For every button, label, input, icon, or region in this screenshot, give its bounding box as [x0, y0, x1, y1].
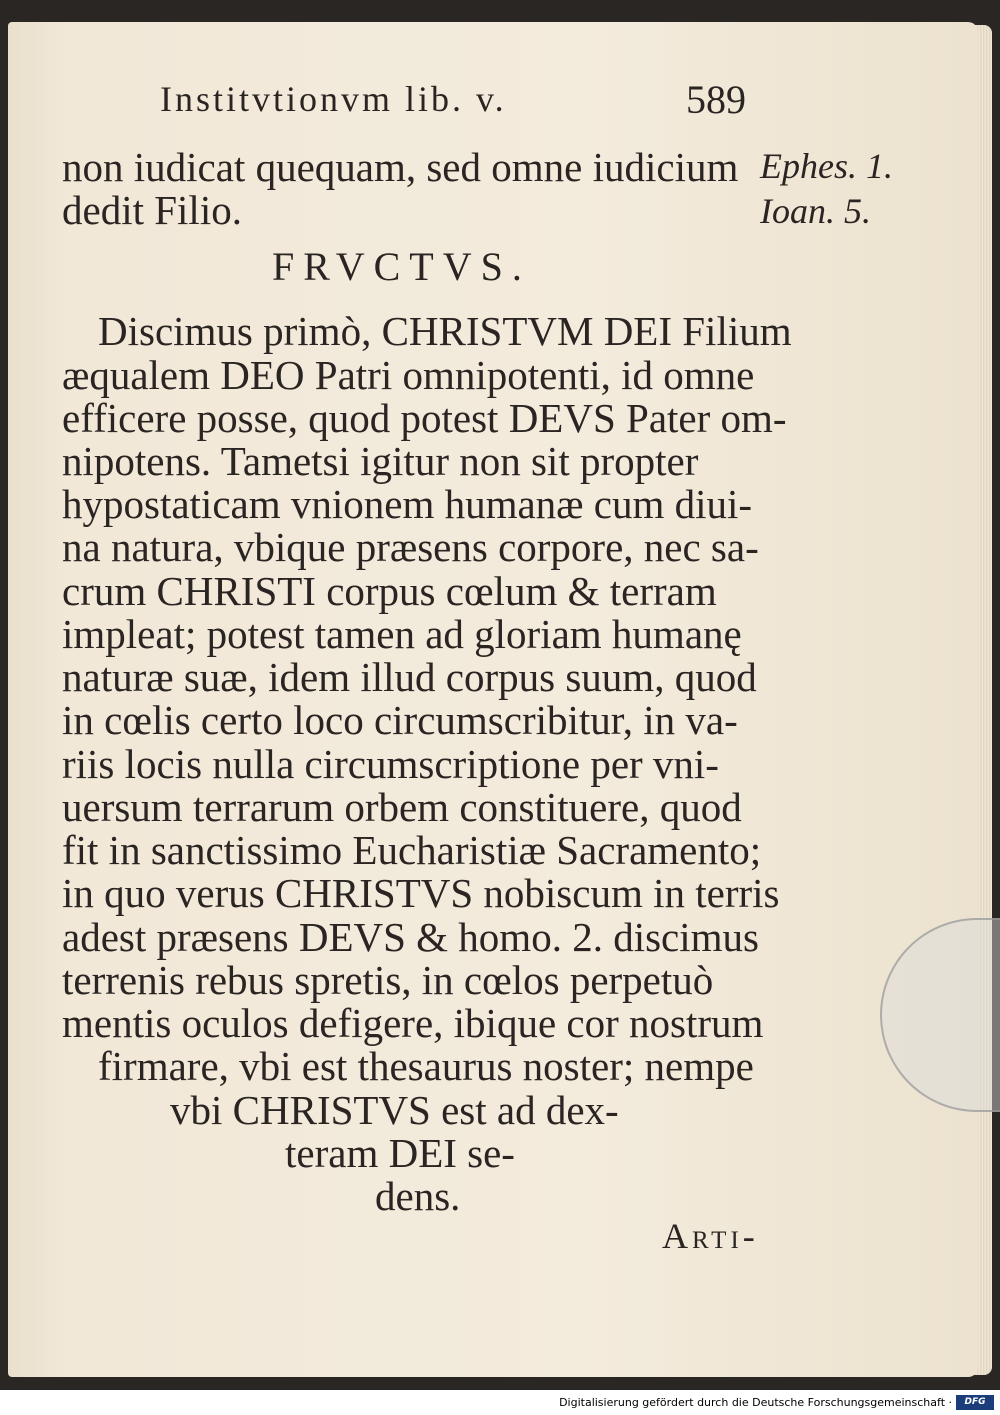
- text-line: fit in sanctissimo Eucharistiæ Sacramento;: [62, 827, 762, 873]
- text-line: na natura, vbique præsens corpore, nec sa-: [62, 524, 759, 570]
- text-line: in quo verus CHRISTVS nobiscum in terris: [62, 870, 780, 916]
- text-line: uersum terrarum orbem constituere, quod: [62, 784, 742, 830]
- text-line: Discimus primò, CHRISTVM DEI Filium: [98, 308, 792, 354]
- text-line: in cœlis certo loco circumscribitur, in va-: [62, 697, 738, 743]
- catchword: Arti-: [662, 1216, 759, 1256]
- text-line: dedit Filio.: [62, 187, 242, 233]
- section-heading: FRVCTVS.: [272, 244, 531, 289]
- footer-bar: [0, 1390, 1000, 1415]
- text-line: firmare, vbi est thesaurus noster; nempe: [98, 1043, 754, 1089]
- text-line: efficere posse, quod potest DEVS Pater om-: [62, 395, 787, 441]
- text-line: vbi CHRISTVS est ad dex-: [170, 1087, 619, 1133]
- running-header: Institvtionvm lib. v.: [160, 79, 507, 119]
- text-line: hypostaticam vnionem humanæ cum diui-: [62, 481, 753, 527]
- text-line: dens.: [375, 1173, 461, 1219]
- margin-note: Ephes. 1.: [760, 146, 893, 186]
- margin-note: Ioan. 5.: [760, 191, 871, 231]
- funding-credit: Digitalisierung gefördert durch die Deutsche Forschungsgemeinschaft ·: [559, 1396, 952, 1409]
- text-line: non iudicat quequam, sed omne iudicium: [62, 144, 739, 190]
- text-line: crum CHRISTI corpus cœlum & terram: [62, 568, 717, 614]
- text-line: adest præsens DEVS & homo. 2. discimus: [62, 914, 759, 960]
- text-line: nipotens. Tametsi igitur non sit propter: [62, 438, 699, 484]
- text-line: impleat; potest tamen ad gloriam humanę: [62, 611, 742, 657]
- text-line: teram DEI se-: [285, 1130, 515, 1176]
- dfg-logo: DFG: [956, 1395, 994, 1410]
- text-line: terrenis rebus spretis, in cœlos perpetuò: [62, 957, 714, 1003]
- text-line: riis locis nulla circumscriptione per vni-: [62, 741, 719, 787]
- text-line: æqualem DEO Patri omnipotenti, id omne: [62, 352, 755, 398]
- text-line: mentis oculos defigere, ibique cor nostrum: [62, 1000, 764, 1046]
- text-line: naturæ suæ, idem illud corpus suum, quod: [62, 654, 757, 700]
- page-number: 589: [686, 77, 746, 122]
